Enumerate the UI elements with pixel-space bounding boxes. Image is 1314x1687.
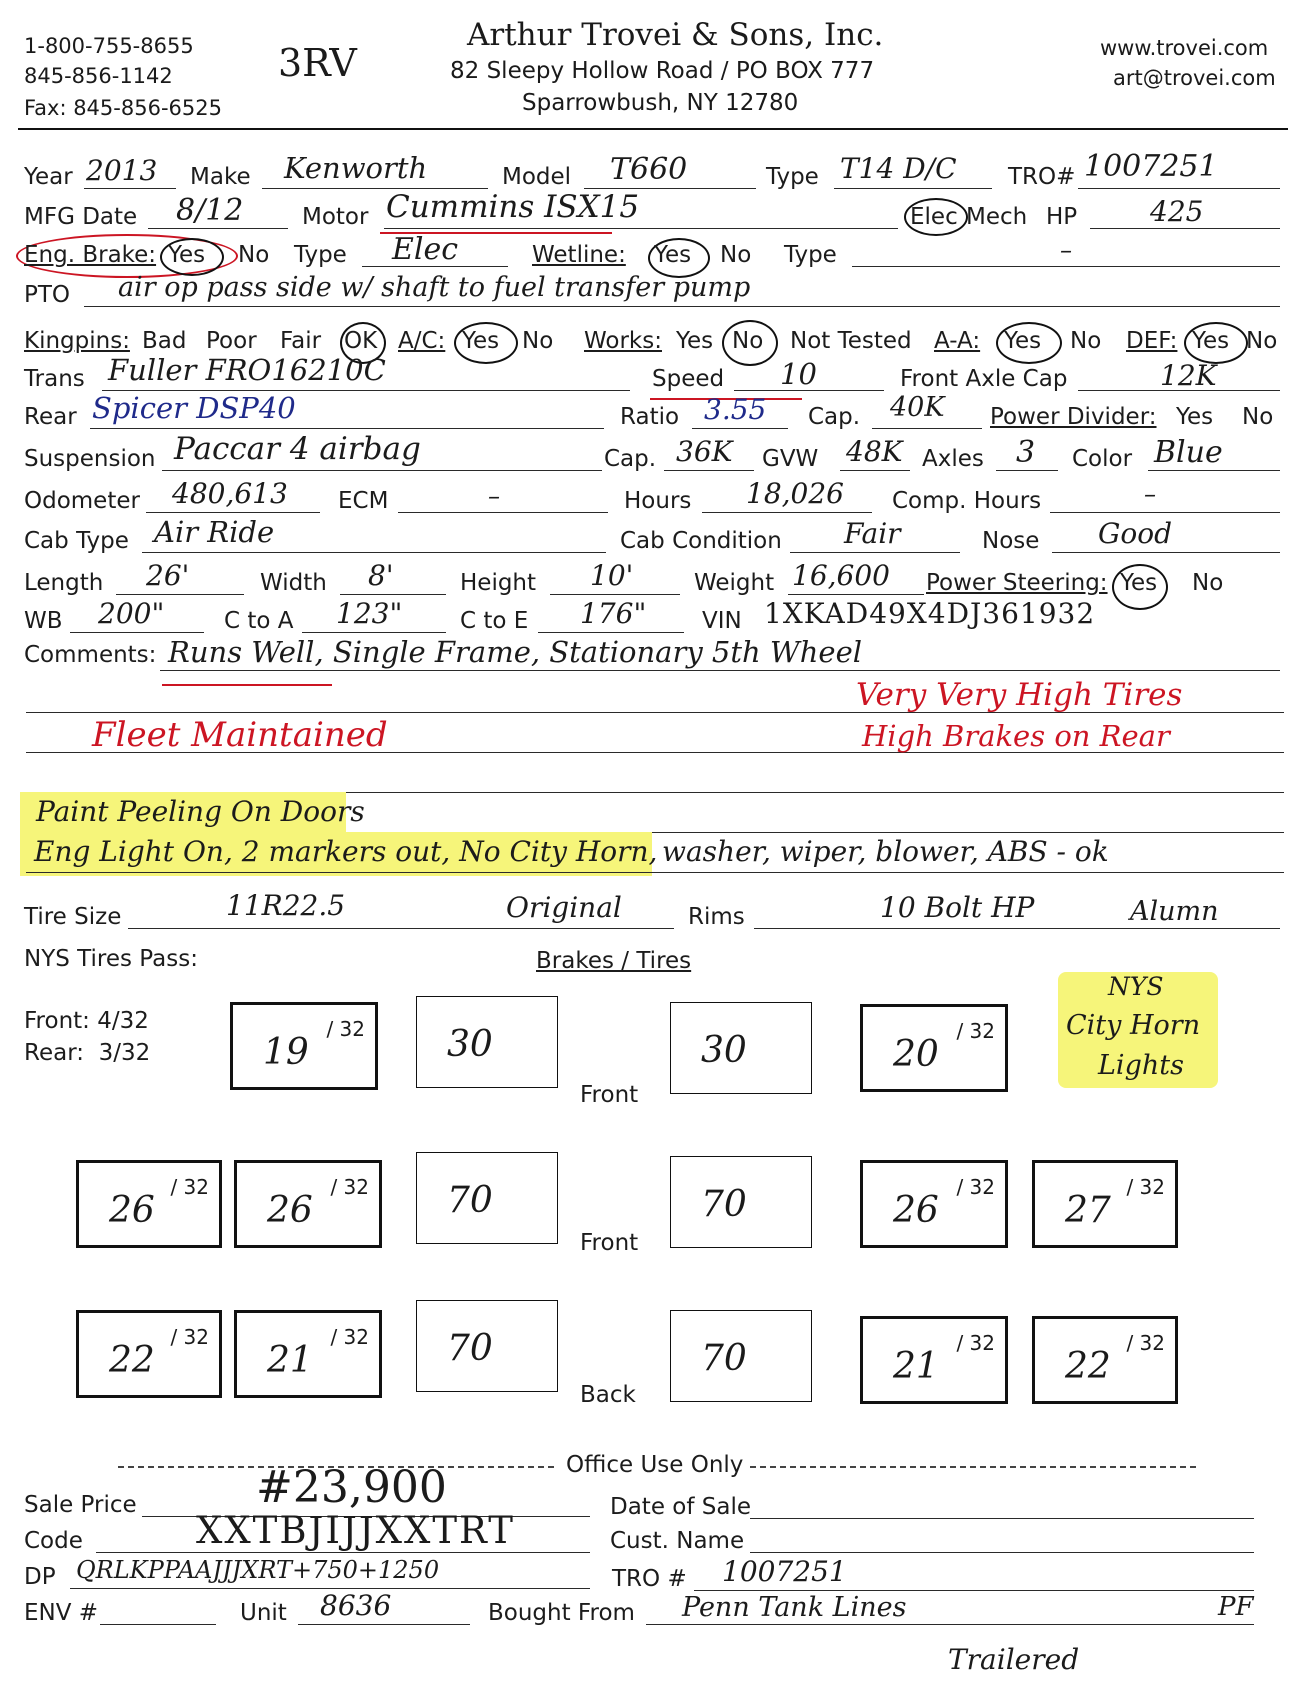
power-divider-yes: Yes (1176, 404, 1214, 430)
brake-box-back-right (670, 1310, 812, 1402)
motor-line (384, 228, 898, 229)
tro-hash-value: 1007251 (722, 1555, 847, 1588)
axles-label: Axles (922, 446, 984, 472)
tro-hash-label: TRO # (612, 1566, 687, 1592)
pto-value: air op pass side w/ shaft to fuel transfer pump (118, 272, 751, 303)
aa-label: A-A: (934, 328, 981, 354)
comment-2: Very Very High Tires (856, 677, 1183, 713)
works-no: No (732, 328, 764, 354)
brake-value: 70 (701, 1338, 747, 1379)
rear-line (90, 428, 604, 429)
odometer-value: 480,613 (172, 477, 288, 510)
tire-box-steer-right (860, 1004, 1008, 1092)
tire-box-r3-1 (76, 1310, 222, 1398)
speed-label: Speed (652, 366, 725, 392)
per-32-label: / 32 (956, 1019, 995, 1043)
wetline-type-label: Type (784, 242, 837, 268)
eng-brake-type-value: Elec (392, 232, 459, 267)
tire-depth: 19 (263, 1032, 309, 1073)
height-value: 10' (590, 559, 634, 592)
brake-value: 70 (447, 1180, 493, 1221)
kingpins-fair: Fair (280, 328, 322, 354)
type-line (834, 188, 992, 189)
rear-label: Rear (24, 404, 77, 430)
cab-condition-value: Fair (844, 517, 901, 550)
wetline-type-value: – (1060, 236, 1072, 264)
company-address-1: 82 Sleepy Hollow Road / PO BOX 777 (450, 58, 875, 84)
wb-value: 200" (98, 597, 165, 630)
cab-type-value: Air Ride (154, 515, 275, 549)
comp-hours-value: – (1144, 480, 1156, 508)
per-32-label: / 32 (1126, 1331, 1165, 1355)
tire-depth: 27 (1065, 1190, 1111, 1231)
office-divider-right (750, 1466, 1196, 1468)
width-value: 8' (368, 559, 394, 592)
ac-no: No (522, 328, 554, 354)
tire-depth: 26 (109, 1190, 155, 1231)
tire-depth: 26 (893, 1190, 939, 1231)
wb-line (70, 632, 204, 633)
tire-size-line (128, 928, 674, 929)
def-yes: Yes (1192, 328, 1230, 354)
phone-1: 1-800-755-8655 (24, 34, 194, 58)
cab-type-line (142, 552, 606, 553)
rims-value: 10 Bolt HP (880, 891, 1035, 924)
bought-from-label: Bought From (488, 1600, 635, 1626)
height-label: Height (460, 570, 537, 596)
rear-value: Spicer DSP40 (92, 391, 296, 425)
company-name: Arthur Trovei & Sons, Inc. (467, 17, 884, 53)
brake-box-mid-right (670, 1156, 812, 1248)
brake-box-front-right (670, 1002, 812, 1094)
rims-line (754, 928, 1280, 929)
kingpins-label: Kingpins: (24, 328, 130, 354)
speed-value: 10 (780, 357, 817, 391)
tro-hash-line (694, 1590, 1254, 1591)
make-label: Make (190, 164, 251, 190)
company-address-2: Sparrowbush, NY 12780 (522, 90, 799, 116)
cab-condition-label: Cab Condition (620, 528, 782, 554)
vin-label: VIN (702, 608, 742, 634)
wetline-label: Wetline: (532, 242, 626, 268)
power-steering-label: Power Steering: (926, 570, 1108, 596)
runs-well-red-underline (162, 684, 332, 686)
ratio-line (692, 428, 788, 429)
year-value: 2013 (86, 154, 158, 187)
axles-line (996, 470, 1058, 471)
ac-label: A/C: (398, 328, 446, 354)
front-spec: Front: 4/32 (24, 1008, 149, 1034)
tire-box-r2-1 (76, 1160, 222, 1248)
comp-hours-line (1050, 512, 1280, 513)
model-value: T660 (610, 152, 688, 187)
comment-1: Runs Well, Single Frame, Stationary 5th Wheel (168, 635, 863, 669)
comment-5b: washer, wiper, blower, ABS - ok (662, 835, 1109, 868)
length-value: 26' (146, 559, 190, 592)
tire-depth: 22 (1065, 1346, 1111, 1387)
nose-value: Good (1098, 517, 1173, 550)
def-no: No (1246, 328, 1278, 354)
tire-size-value: 11R22.5 (226, 889, 346, 922)
tire-depth: 20 (893, 1034, 939, 1075)
brake-value: 70 (701, 1184, 747, 1225)
comment-5a: Eng Light On, 2 markers out, No City Horn, (34, 835, 658, 868)
brakes-tires-label: Brakes / Tires (536, 948, 692, 974)
dp-value: QRLKPPAAJJJXRT+750+1250 (76, 1556, 440, 1584)
mech-label: Mech (966, 204, 1028, 230)
tire-box-r3-4 (1032, 1316, 1178, 1404)
c-to-e-label: C to E (460, 608, 529, 634)
tire-box-r2-2 (234, 1160, 382, 1248)
tire-size-label: Tire Size (24, 904, 122, 930)
wetline-yes: Yes (654, 242, 692, 268)
hours-value: 18,026 (746, 477, 844, 510)
gvw-label: GVW (762, 446, 819, 472)
elec-label: Elec (910, 204, 958, 230)
tire-box-r2-3 (860, 1160, 1008, 1248)
date-of-sale-line (750, 1518, 1254, 1519)
rear-cap-label: Cap. (808, 404, 861, 430)
hp-label: HP (1046, 204, 1078, 230)
env-label: ENV # (24, 1600, 99, 1626)
sale-price-value: #23,900 (256, 1462, 447, 1513)
rear-spec: Rear: 3/32 (24, 1040, 151, 1066)
date-of-sale-label: Date of Sale (610, 1494, 751, 1520)
kingpins-ok: OK (344, 328, 378, 354)
front-axle-cap-value: 12K (1160, 359, 1217, 392)
sale-price-label: Sale Price (24, 1492, 137, 1518)
unit-line (298, 1624, 470, 1625)
phone-2: 845-856-1142 (24, 64, 173, 88)
initials: PF (1218, 1592, 1254, 1622)
model-label: Model (502, 164, 572, 190)
per-32-label: / 32 (956, 1175, 995, 1199)
works-label: Works: (584, 328, 662, 354)
mfg-date-line (148, 228, 288, 229)
tire-box-r3-3 (860, 1316, 1008, 1404)
brake-box-back-left (416, 1300, 558, 1392)
cust-name-label: Cust. Name (610, 1528, 745, 1554)
front-label-1: Front (580, 1082, 639, 1108)
height-line (550, 594, 680, 595)
per-32-label: / 32 (326, 1017, 365, 1041)
brake-value: 30 (447, 1024, 493, 1065)
ratio-label: Ratio (620, 404, 680, 430)
per-32-label: / 32 (330, 1325, 369, 1349)
tire-box-r3-2 (234, 1310, 382, 1398)
eng-brake-no: No (238, 242, 270, 268)
bought-from-line (646, 1624, 1254, 1625)
length-line (116, 594, 244, 595)
per-32-label: / 32 (956, 1331, 995, 1355)
ecm-line (398, 512, 608, 513)
tire-original: Original (506, 891, 622, 924)
brake-value: 30 (701, 1030, 747, 1071)
c-to-e-line (538, 632, 684, 633)
per-32-label: / 32 (1126, 1175, 1165, 1199)
comments-line-1 (160, 670, 1280, 671)
power-divider-label: Power Divider: (990, 404, 1157, 430)
rims-type: Alumn (1130, 896, 1219, 927)
comments-label: Comments: (24, 642, 157, 668)
header-divider (18, 128, 1288, 130)
axles-value: 3 (1016, 435, 1036, 470)
aa-no: No (1070, 328, 1102, 354)
power-steering-yes: Yes (1120, 570, 1158, 596)
rims-label: Rims (688, 904, 745, 930)
works-yes: Yes (676, 328, 714, 354)
suspension-label: Suspension (24, 446, 156, 472)
comments-line-6 (26, 872, 1284, 873)
color-label: Color (1072, 446, 1133, 472)
type-label: Type (766, 164, 819, 190)
nys-tires-pass-label: NYS Tires Pass: (24, 946, 198, 972)
tro-label: TRO# (1008, 164, 1076, 190)
company-website: www.trovei.com (1100, 36, 1269, 60)
front-axle-cap-label: Front Axle Cap (900, 366, 1068, 392)
length-label: Length (24, 570, 104, 596)
per-32-label: / 32 (170, 1175, 209, 1199)
suspension-line (162, 470, 602, 471)
weight-line (788, 594, 924, 595)
per-32-label: / 32 (330, 1175, 369, 1199)
suspension-value: Paccar 4 airbag (174, 431, 421, 467)
tro-line (1078, 188, 1280, 189)
type-value: T14 D/C (840, 152, 957, 185)
cust-name-line (750, 1552, 1254, 1553)
susp-cap-line (664, 470, 754, 471)
tire-depth: 22 (109, 1340, 155, 1381)
vin-value: 1XKAD49X4DJ361932 (764, 597, 1096, 630)
ecm-value: – (488, 482, 500, 510)
mfg-date-label: MFG Date (24, 204, 138, 230)
cab-type-label: Cab Type (24, 528, 129, 554)
odometer-label: Odometer (24, 488, 140, 514)
ratio-value: 3.55 (704, 393, 767, 426)
tire-box-steer-left (230, 1002, 378, 1090)
ac-yes: Yes (462, 328, 500, 354)
hours-label: Hours (624, 488, 692, 514)
year-label: Year (24, 164, 73, 190)
dp-label: DP (24, 1564, 56, 1590)
color-line (1148, 470, 1280, 471)
brake-box-front-left (416, 996, 558, 1088)
brake-box-mid-left (416, 1152, 558, 1244)
sticky-note-line-2: City Horn (1066, 1010, 1201, 1041)
hours-line (702, 512, 872, 513)
company-email: art@trovei.com (1113, 66, 1276, 90)
comment-3: Fleet Maintained (92, 715, 388, 755)
gvw-line (840, 470, 910, 471)
rear-cap-value: 40K (890, 392, 945, 423)
color-value: Blue (1154, 435, 1223, 470)
power-divider-no: No (1242, 404, 1274, 430)
comment-4: Paint Peeling On Doors (36, 795, 365, 828)
make-value: Kenworth (284, 151, 428, 185)
motor-label: Motor (302, 204, 369, 230)
code-note: 3RV (278, 41, 357, 85)
trans-value: Fuller FRO16210C (108, 353, 386, 387)
motor-value: Cummins ISX15 (386, 189, 640, 225)
odometer-line (146, 512, 320, 513)
aa-yes: Yes (1004, 328, 1042, 354)
eng-brake-yes: Yes (168, 242, 206, 268)
def-label: DEF: (1126, 328, 1178, 354)
tire-depth: 21 (893, 1346, 939, 1387)
c-to-a-value: 123" (336, 597, 403, 630)
brake-value: 70 (447, 1328, 493, 1369)
pto-label: PTO (24, 282, 71, 308)
office-use-only-label: Office Use Only (566, 1452, 744, 1478)
unit-label: Unit (240, 1600, 287, 1626)
back-label: Back (580, 1382, 636, 1408)
rear-cap-line (872, 428, 982, 429)
c-to-a-line (302, 632, 446, 633)
eng-brake-type-label: Type (294, 242, 347, 268)
wetline-no: No (720, 242, 752, 268)
tire-depth: 21 (267, 1340, 313, 1381)
nose-label: Nose (982, 528, 1040, 554)
trailered-note: Trailered (948, 1643, 1080, 1676)
tro-value: 1007251 (1084, 149, 1218, 184)
wb-label: WB (24, 608, 63, 634)
kingpins-poor: Poor (206, 328, 257, 354)
kingpins-bad: Bad (142, 328, 187, 354)
hp-line (1090, 228, 1280, 229)
power-steering-no: No (1192, 570, 1224, 596)
per-32-label: / 32 (170, 1325, 209, 1349)
weight-label: Weight (694, 570, 775, 596)
mfg-date-value: 8/12 (176, 193, 244, 228)
tire-depth: 26 (267, 1190, 313, 1231)
pto-line (84, 306, 1280, 307)
susp-cap-value: 36K (676, 435, 733, 468)
c-to-a-label: C to A (224, 608, 294, 634)
width-label: Width (260, 570, 327, 596)
hp-value: 425 (1150, 195, 1204, 228)
wetline-type-line (852, 266, 1280, 267)
weight-value: 16,600 (792, 559, 890, 592)
cab-condition-line (790, 552, 960, 553)
code-label: Code (24, 1528, 83, 1554)
code-value: XXTBJIJJXXTRT (196, 1509, 515, 1552)
gvw-value: 48K (846, 435, 903, 468)
env-line (100, 1624, 216, 1625)
unit-value: 8636 (320, 1589, 392, 1622)
sticky-note-line-3: Lights (1098, 1050, 1184, 1081)
front-label-2: Front (580, 1230, 639, 1256)
width-line (340, 594, 446, 595)
trans-label: Trans (24, 366, 85, 392)
comment-3b: High Brakes on Rear (862, 719, 1170, 753)
c-to-e-value: 176" (580, 597, 647, 630)
ecm-label: ECM (338, 488, 389, 514)
code-line (96, 1552, 590, 1553)
eng-brake-label: Eng. Brake: (24, 242, 157, 268)
nose-line (1052, 552, 1280, 553)
year-line (84, 188, 176, 189)
tire-box-r2-4 (1032, 1160, 1178, 1248)
fax-number: Fax: 845-856-6525 (24, 96, 222, 120)
susp-cap-label: Cap. (604, 446, 657, 472)
sticky-note-line-1: NYS (1108, 972, 1164, 1001)
bought-from-value: Penn Tank Lines (682, 1592, 907, 1623)
works-not-tested: Not Tested (790, 328, 912, 354)
comp-hours-label: Comp. Hours (892, 488, 1042, 514)
